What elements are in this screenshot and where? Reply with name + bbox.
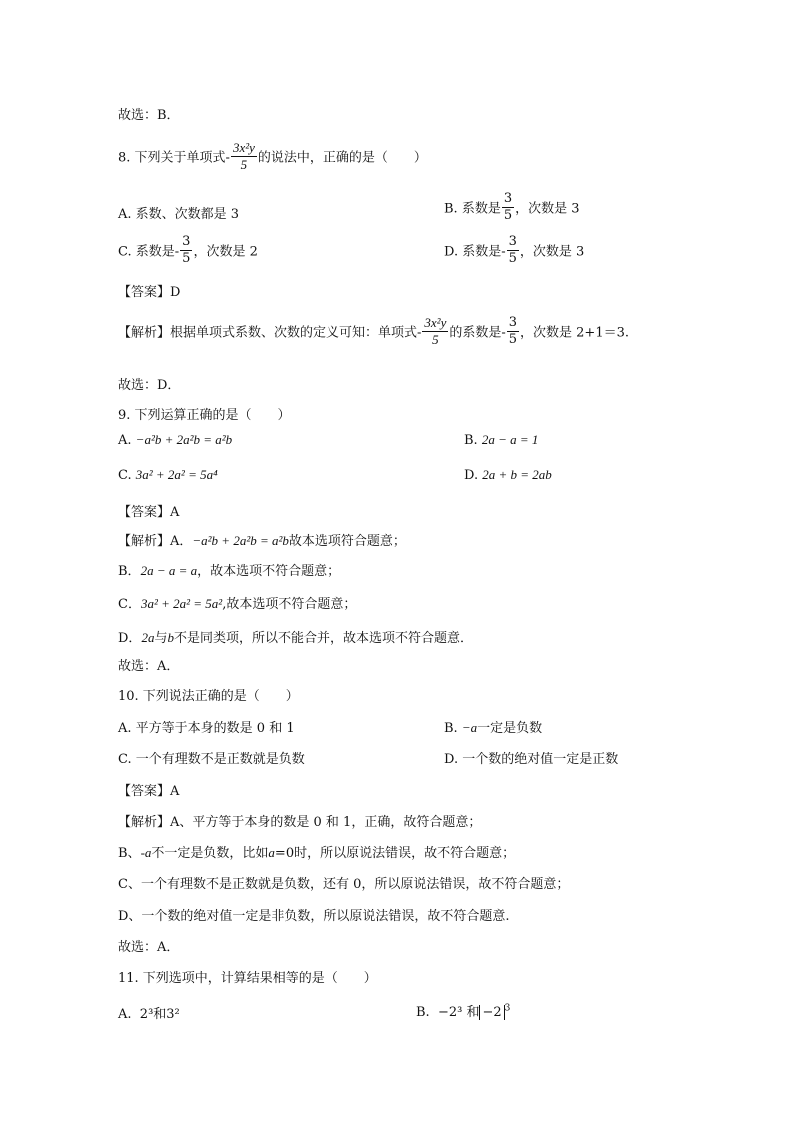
question-8-option-d: D. 系数是- $\frac{3}{5}$ ，次数是 3 xyxy=(444,234,585,266)
question-9-stem: 9. 下列运算正确的是（ ） xyxy=(118,408,291,423)
question-11-stem: 11. 下列选项中，计算结果相等的是（ ） xyxy=(118,971,377,986)
question-10-option-b: B. −a一定是负数 xyxy=(444,720,543,736)
fraction: $\frac{3}{5}$ xyxy=(182,234,191,266)
question-11-option-b: B. −2³ 和 −2 $^3$ xyxy=(416,1003,511,1020)
question-8-stem: 8. 下列关于单项式- $\frac{\text{3x²y}}{5}$ 的说法中，正确的是（ ） xyxy=(118,140,427,172)
question-10-explanation-c: C、一个有理数不是正数就是负数，还有 0，所以原说法错误，故不符合题意； xyxy=(118,877,570,892)
question-10-option-c: C. 一个有理数不是正数就是负数 xyxy=(118,752,305,767)
question-10-option-d: D. 一个数的绝对值一定是正数 xyxy=(444,752,619,767)
question-9-option-a: A. −a²b + 2a²b = a²b xyxy=(118,432,233,448)
absolute-value: −2 xyxy=(479,1005,504,1020)
question-10-explanation-d: D、一个数的绝对值一定是非负数，所以原说法错误，故不符合题意. xyxy=(118,909,510,924)
fraction: $\frac{\text{3x²y}}{5}$ xyxy=(424,315,447,347)
question-10-answer: 【答案】A xyxy=(118,784,180,799)
question-9-selection: 故选：A． xyxy=(118,659,180,674)
fraction: $\frac{3}{5}$ xyxy=(503,191,513,223)
question-8-explanation: 【解析】根据单项式系数、次数的定义可知：单项式- $\frac{\text{3x²y}}{5}$ 的系数是- $\frac{3}{5}$ ，次数是 2+1＝3. xyxy=(118,315,630,347)
question-10-explanation-a: 【解析】A、平方等于本身的数是 0 和 1，正确，故符合题意； xyxy=(118,815,482,830)
question-8-option-b: B. 系数是 $\frac{3}{5}$ ，次数是 3 xyxy=(444,191,580,223)
question-9-answer: 【答案】A xyxy=(118,505,180,520)
fraction: $\frac{3}{5}$ xyxy=(508,234,517,266)
question-8-answer: 【答案】D xyxy=(118,285,181,300)
question-9-explanation-b: B．2a − a = a，故本选项不符合题意； xyxy=(118,563,341,579)
question-9-option-d: D. 2a + b = 2ab xyxy=(464,467,552,483)
prev-answer-selection: 故选：B． xyxy=(118,108,180,123)
question-9-explanation-d: D．2a与b不是同类项，所以不能合并，故本选项不符合题意． xyxy=(118,630,473,646)
question-10-stem: 10. 下列说法正确的是（ ） xyxy=(118,689,299,704)
question-9-option-c: C. 3a² + 2a² = 5a⁴ xyxy=(118,467,218,483)
question-10-selection: 故选：A． xyxy=(118,940,180,955)
question-9-explanation-c: C．3a² + 2a² = 5a²,故本选项不符合题意； xyxy=(118,596,357,612)
question-8-selection: 故选：D． xyxy=(118,378,181,393)
fraction: $\frac{3}{5}$ xyxy=(508,315,518,347)
fraction: $\frac{\text{3x²y}}{5}$ xyxy=(232,140,255,172)
question-10-option-a: A. 平方等于本身的数是 0 和 1 xyxy=(118,721,295,736)
question-10-explanation-b: B、-a不一定是负数，比如a=0时，所以原说法错误，故不符合题意； xyxy=(118,845,516,861)
question-11-option-a: A. 2³和3² xyxy=(118,1007,180,1022)
question-9-explanation-a: 【解析】A．−a²b + 2a²b = a²b故本选项符合题意； xyxy=(118,533,406,549)
question-8-option-a: A. 系数、次数都是 3 xyxy=(118,207,240,222)
question-9-option-b: B. 2a − a = 1 xyxy=(464,432,539,448)
question-8-option-c: C. 系数是- $\frac{3}{5}$ ，次数是 2 xyxy=(118,234,258,266)
